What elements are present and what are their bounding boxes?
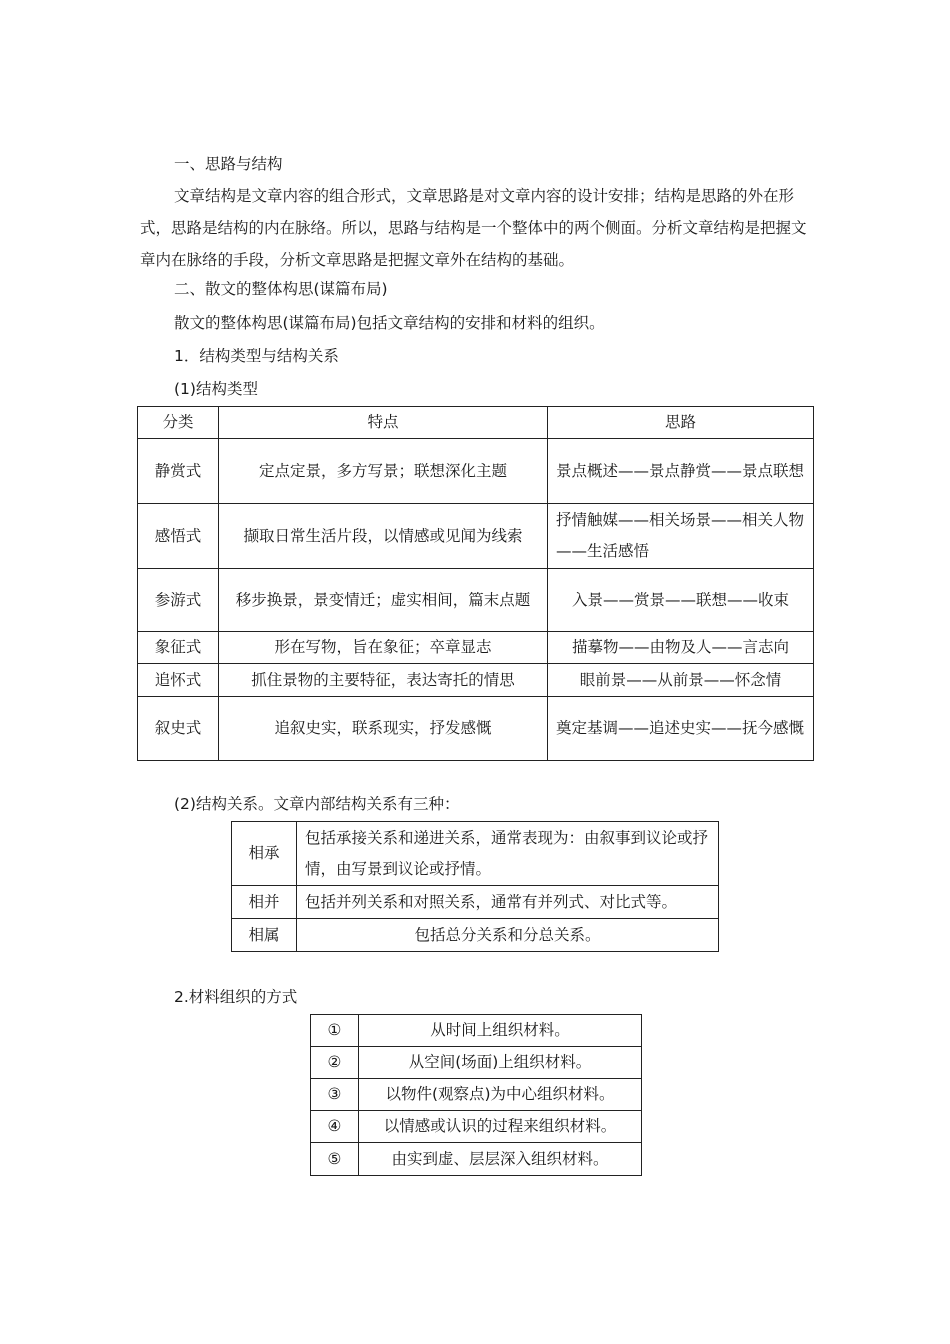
table-row bbox=[138, 439, 814, 504]
table-row bbox=[232, 886, 719, 919]
relation-name: 相承 bbox=[232, 822, 297, 886]
table-row bbox=[138, 569, 814, 632]
table-row bbox=[138, 697, 814, 761]
material-num: ② bbox=[311, 1047, 359, 1079]
header-idea: 思路 bbox=[548, 407, 814, 439]
feature-cell: 抓住景物的主要特征，表达寄托的情思 bbox=[219, 664, 548, 697]
paragraph-2: 散文的整体构思(谋篇布局)包括文章结构的安排和材料的组织。 bbox=[174, 314, 605, 332]
idea-cell: 奠定基调——追述史实——抚今感慨 bbox=[548, 697, 814, 761]
feature-cell: 形在写物，旨在象征；卒章显志 bbox=[219, 632, 548, 664]
type-cell: 静赏式 bbox=[138, 439, 219, 504]
type-cell: 参游式 bbox=[138, 569, 219, 632]
table-row bbox=[138, 504, 814, 569]
feature-cell: 定点定景，多方写景；联想深化主题 bbox=[219, 439, 548, 504]
type-cell: 感悟式 bbox=[138, 504, 219, 569]
header-category: 分类 bbox=[138, 407, 219, 439]
type-cell: 象征式 bbox=[138, 632, 219, 664]
material-text: 从时间上组织材料。 bbox=[359, 1015, 642, 1047]
idea-cell: 景点概述——景点静赏——景点联想 bbox=[548, 439, 814, 504]
table-row bbox=[138, 664, 814, 697]
material-num: ① bbox=[311, 1015, 359, 1047]
idea-cell: 描摹物——由物及人——言志向 bbox=[548, 632, 814, 664]
feature-cell: 移步换景，景变情迁；虚实相间，篇末点题 bbox=[219, 569, 548, 632]
heading-6: 2.材料组织的方式 bbox=[174, 988, 298, 1006]
material-method-table bbox=[310, 1014, 642, 1176]
header-feature: 特点 bbox=[219, 407, 548, 439]
table-row bbox=[311, 1015, 642, 1047]
table-row bbox=[232, 919, 719, 952]
table-row bbox=[232, 822, 719, 886]
material-num: ③ bbox=[311, 1079, 359, 1111]
structure-relation-table bbox=[231, 821, 719, 952]
relation-desc: 包括承接关系和递进关系，通常表现为：由叙事到议论或抒情，由写景到议论或抒情。 bbox=[297, 822, 719, 886]
heading-4: (1)结构类型 bbox=[174, 380, 258, 398]
heading-1: 一、思路与结构 bbox=[174, 155, 283, 173]
material-text: 由实到虚、层层深入组织材料。 bbox=[359, 1143, 642, 1176]
material-text: 从空间(场面)上组织材料。 bbox=[359, 1047, 642, 1079]
material-text: 以情感或认识的过程来组织材料。 bbox=[359, 1111, 642, 1143]
feature-cell: 撷取日常生活片段，以情感或见闻为线索 bbox=[219, 504, 548, 569]
relation-desc: 包括总分关系和分总关系。 bbox=[297, 919, 719, 952]
material-num: ④ bbox=[311, 1111, 359, 1143]
heading-3: 1．结构类型与结构关系 bbox=[174, 347, 339, 365]
type-cell: 追怀式 bbox=[138, 664, 219, 697]
type-cell: 叙史式 bbox=[138, 697, 219, 761]
idea-cell: 抒情触媒——相关场景——相关人物——生活感悟 bbox=[548, 504, 814, 569]
table-row bbox=[138, 632, 814, 664]
heading-2: 二、散文的整体构思(谋篇布局) bbox=[174, 280, 388, 298]
paragraph-1 bbox=[140, 180, 812, 276]
paragraph-1-text: 文章结构是文章内容的组合形式，文章思路是对文章内容的设计安排；结构是思路的外在形式，思路是结构的内在脉络。所以，思路与结构是一个整体中的两个侧面。分析文章结构是把握文章内在脉络的手段，分析文章思路是把握文章外在结构的基础。 bbox=[140, 187, 807, 269]
material-num: ⑤ bbox=[311, 1143, 359, 1176]
idea-cell: 眼前景——从前景——怀念情 bbox=[548, 664, 814, 697]
material-text: 以物件(观察点)为中心组织材料。 bbox=[359, 1079, 642, 1111]
table-row bbox=[311, 1143, 642, 1176]
feature-cell: 追叙史实，联系现实，抒发感慨 bbox=[219, 697, 548, 761]
relation-desc: 包括并列关系和对照关系，通常有并列式、对比式等。 bbox=[297, 886, 719, 919]
relation-name: 相属 bbox=[232, 919, 297, 952]
table-row bbox=[311, 1079, 642, 1111]
table-header-row bbox=[138, 407, 814, 439]
idea-cell: 入景——赏景——联想——收束 bbox=[548, 569, 814, 632]
relation-name: 相并 bbox=[232, 886, 297, 919]
structure-type-table bbox=[137, 406, 814, 761]
table-row bbox=[311, 1047, 642, 1079]
table-row bbox=[311, 1111, 642, 1143]
heading-5: (2)结构关系。文章内部结构关系有三种： bbox=[174, 795, 460, 813]
